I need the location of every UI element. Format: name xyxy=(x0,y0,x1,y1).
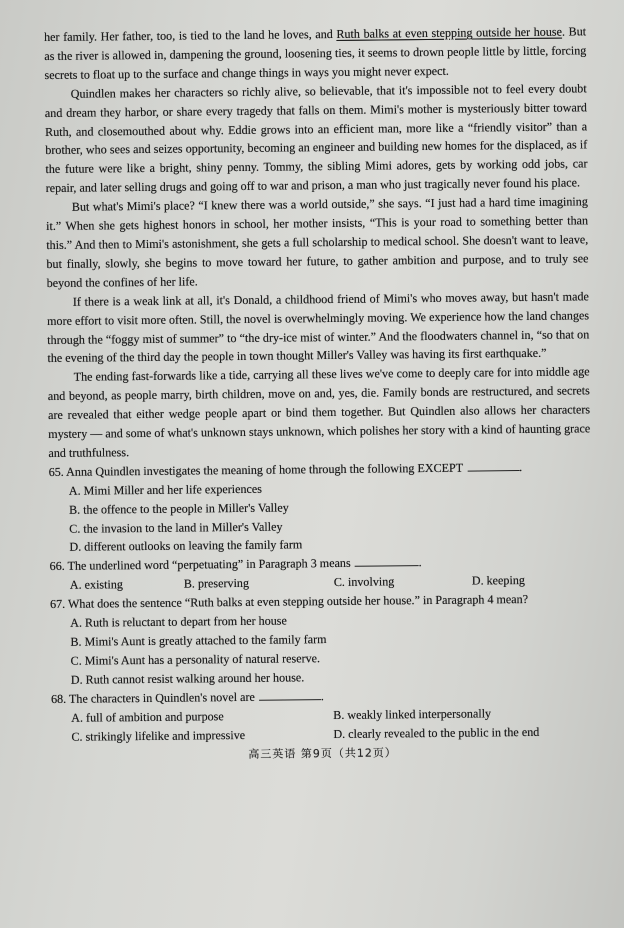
question-68 xyxy=(51,684,594,746)
text-span: . But as the river is allowed in, dampening the ground, loosening ties, it seems to drown people little by little, forcing secrets to float up to the surface and change things in ways you might never expect. xyxy=(44,24,587,82)
option-c: C. involving xyxy=(333,574,395,590)
passage-paragraph: Quindlen makes her characters so richly alive, so believable, that it's impossible not to feel every doubt and dream they harbor, or share every tragedy that falls on them. Mimi's mother is mysteriously bitter toward Ruth, and closemouthed about why. Eddie grows into an efficient man, more like a “friendly visitor” than a brother, who sees and seizes opportunity, becoming an engineer and building new homes for the displaced, as if the future were like a bright, shiny penny. Tommy, the sibling Mimi adores, gets by working odd jobs, car repair, and later selling drugs and going off to war and prison, a man who just tragically never found his place. xyxy=(44,81,588,196)
option-a: A. full of ambition and purpose xyxy=(71,708,224,725)
option-b: B. the offence to the people in Miller's Valley xyxy=(68,500,289,517)
option-b: B. weakly linked interpersonally xyxy=(333,705,492,722)
option-c: C. strikingly lifelike and impressive xyxy=(71,727,246,744)
period: . xyxy=(519,459,523,474)
option-b: B. Mimi's Aunt is greatly attached to the family farm xyxy=(70,632,327,649)
text-span: her family. Her father, too, is tied to the land he loves, and xyxy=(44,26,337,44)
option-c: C. the invasion to the land in Miller's Valley xyxy=(69,519,283,536)
question-text: The characters in Quindlen's novel are xyxy=(68,689,255,706)
answer-blank xyxy=(467,460,519,472)
option-c: C. Mimi's Aunt has a personality of natural reserve. xyxy=(70,651,321,668)
option-a: A. Mimi Miller and her life experiences xyxy=(68,481,263,498)
question-66 xyxy=(50,552,592,595)
underlined-sentence: Ruth balks at even stepping outside her house xyxy=(336,24,563,41)
option-d: D. keeping xyxy=(471,573,525,588)
passage-paragraph: But what's Mimi's place? “I knew there was a world outside,” she says. “I just had a hard time imagining it.” When she gets highest honors in school, her mother insists, “This is your road to something better than this.” And then to Mimi's astonishment, she gets a full scholarship to medical school. She doesn't want to leave, but finally, slowly, she begins to move toward her future, to gather ambition and purpose, and to truly see beyond the confines of her life. xyxy=(46,194,589,290)
passage-paragraph: The ending fast-forwards like a tide, carrying all these lives we've come to deeply care for into middle age and beyond, as people marry, birth children, move on and, yes, die. Family bonds are restructured, and secrets are revealed that either wedge people apart or bind them together. But Quindlen also allows her characters mystery — and some of what's unknown stays unknown, which polishes her story with a kind of haunting grace and truthfulness. xyxy=(47,364,591,460)
option-d: D. clearly revealed to the public in the end xyxy=(333,724,540,741)
option-a: A. existing xyxy=(69,577,123,593)
question-65 xyxy=(49,457,592,557)
question-number: 68. xyxy=(50,691,67,706)
question-67 xyxy=(50,589,593,689)
answer-blank xyxy=(355,555,419,567)
option-a: A. Ruth is reluctant to depart from her house xyxy=(70,613,287,630)
question-text: The underlined word “perpetuating” in Paragraph 3 means xyxy=(67,556,351,574)
answer-blank xyxy=(259,689,321,701)
option-d: D. Ruth cannot resist walking around her house. xyxy=(70,670,305,687)
options-row xyxy=(71,722,593,746)
question-text: Anna Quindlen investigates the meaning of home through the following EXCEPT xyxy=(66,460,464,479)
passage-paragraph: If there is a weak link at all, it's Donald, a childhood friend of Mimi's who moves away, but hasn't made more effort to visit more often. Still, the novel is overwhelmingly moving. We experience how the land changes through the “foggy mist of summer” to “the dry-ice mist of winter.” And the floodwaters channel in, “so that on the evening of the third day the people in town thought Miller's Valley was having its first earthquake.” xyxy=(46,288,590,366)
option-b: B. preserving xyxy=(183,576,250,591)
period: . xyxy=(418,555,422,570)
exam-page xyxy=(44,22,594,767)
period: . xyxy=(320,688,324,703)
question-number: 66. xyxy=(49,559,65,574)
question-number: 67. xyxy=(49,596,66,612)
question-text: What does the sentence “Ruth balks at even stepping outside her house.” in Paragraph 4 mean? xyxy=(67,592,529,611)
page-footer: 高三英语 第9页（共12页） xyxy=(248,746,397,762)
passage-paragraph-continued xyxy=(44,22,587,84)
question-number: 65. xyxy=(48,464,64,479)
option-d: D. different outlooks on leaving the family farm xyxy=(69,537,303,555)
